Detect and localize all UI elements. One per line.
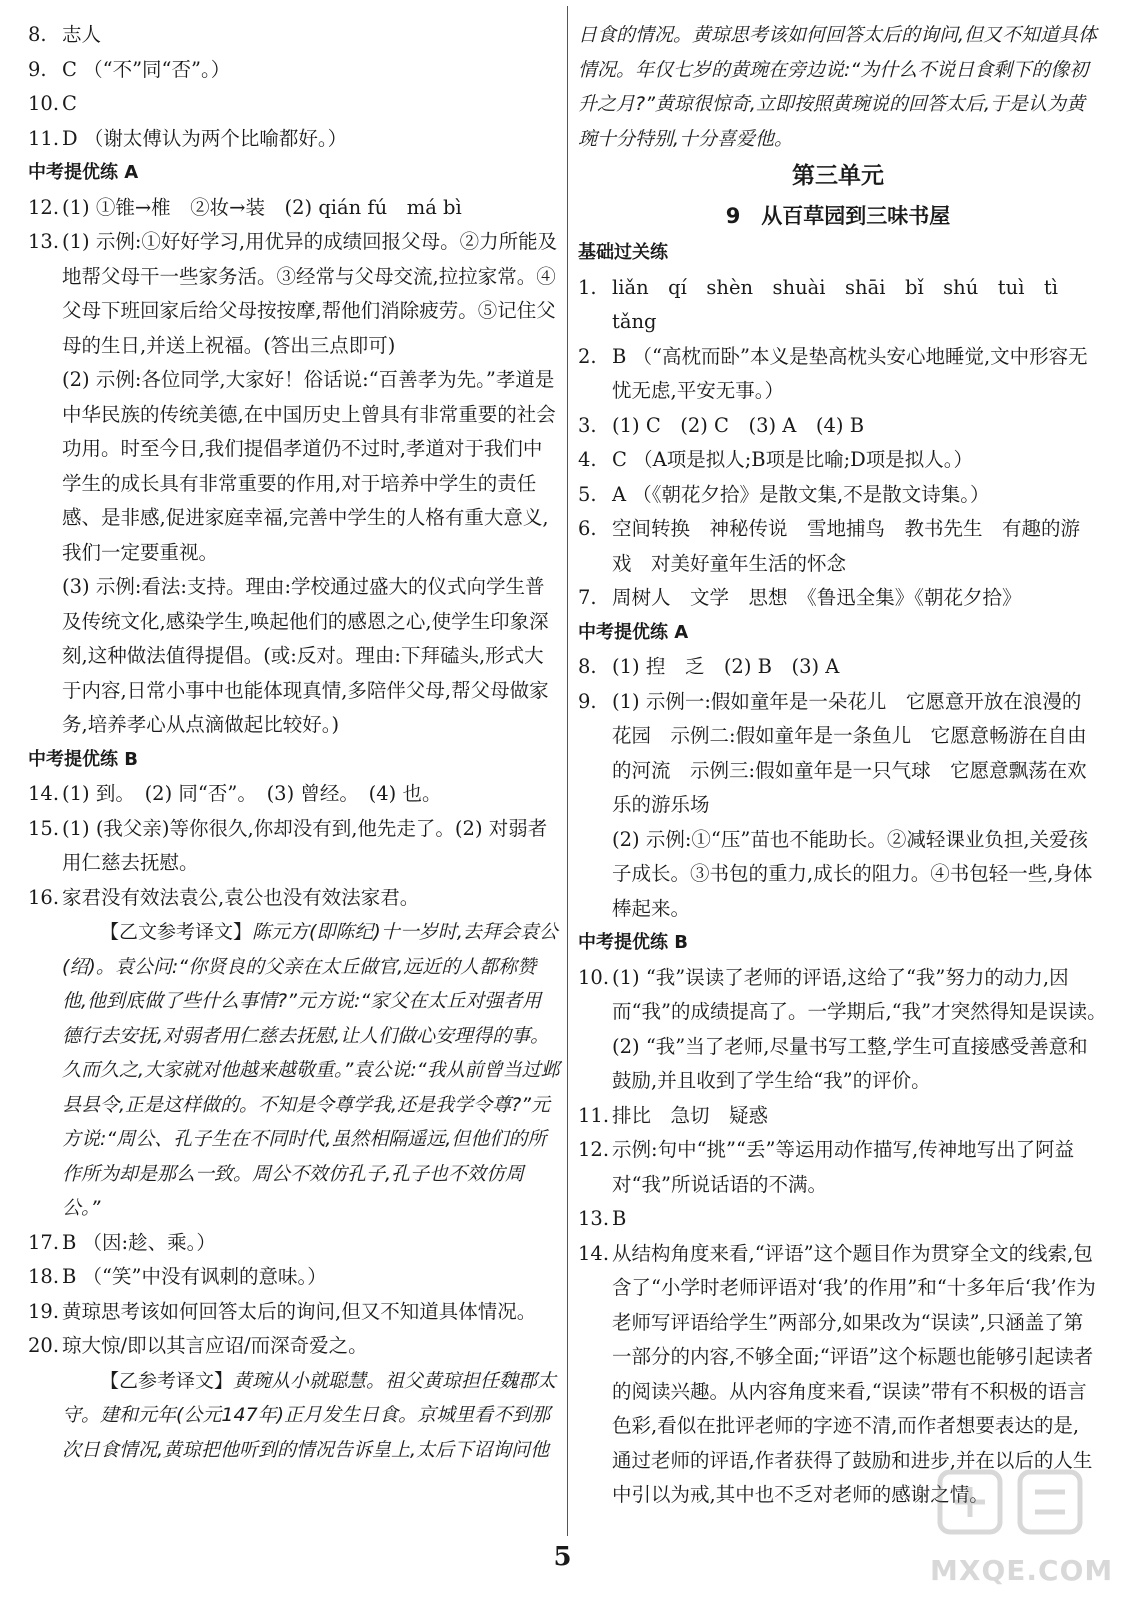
answer-item: 10. C xyxy=(28,92,77,115)
right-column xyxy=(578,18,1117,1513)
reference-translation: 【乙参考译文】黄琬从小就聪慧。祖父黄琼担任魏郡太守。建和元年(公元147年)正月发生日食。京城里看不到那次日食情况,黄琼把他听到的情况告诉皇上,太后下诏询问他 xyxy=(62,1369,557,1461)
answer-item: 2. B （“高枕而卧”本义是垫高枕头安心地睡觉,文中形容无忧无虑,平安无事。） xyxy=(578,344,1088,402)
watermark-text: MXQE.COM xyxy=(930,1554,1114,1587)
answer-item: 9. (1) 示例一:假如童年是一朵花儿 它愿意开放在浪漫的花园 示例二:假如童年是一条鱼儿 它愿意畅游在自由的河流 示例三:假如童年是一只气球 它愿意飘荡在欢乐的游乐场 xyxy=(578,689,1087,816)
left-column xyxy=(28,18,560,1467)
answer-item: 19. 黄琼思考该如何回答太后的询问,但又不知道具体情况。 xyxy=(28,1299,537,1323)
answer-item: 13. (1) 示例:①好好学习,用优异的成绩回报父母。②力所能及地帮父母干一些家务活。③经常与父母交流,拉拉家常。④父母下班回家后给父母按按摩,帮他们消除疲劳。⑤记住父母的生日,并送上祝福。(答出三点即可) xyxy=(28,230,558,357)
answer-item: 5. A （《朝花夕拾》是散文集,不是散文诗集。） xyxy=(578,482,990,506)
answer-item: 13. B xyxy=(578,1207,627,1230)
answer-item: 12. (1) ①锥→椎 ②妆→装 (2) qián fú má bì xyxy=(28,195,462,219)
answer-item: 11. 排比 急切 疑惑 xyxy=(578,1103,769,1127)
answer-item: 1. liǎn qí shèn shuài shāi bǐ shú tuì tì tǎng xyxy=(578,275,1059,333)
answer-item: 3. (1) C (2) C (3) A (4) B xyxy=(578,413,865,437)
answer-subpart: (2) 示例:各位同学,大家好！俗话说:“百善孝为先。”孝道是中华民族的传统美德,在中国历史上曾具有非常重要的社会功用。时至今日,我们提倡孝道仍不过时,孝道对于我们中学生的成长具有非常重要的作用,对于培养中学生的责任感、是非感,促进家庭幸福,完善中学生的人格有重大意义,我们一定要重视。 xyxy=(62,368,556,564)
reference-translation: 【乙文参考译文】陈元方(即陈纪)十一岁时,去拜会袁公(绍)。袁公问:“你贤良的父亲在太丘做官,远近的人都称赞他,他到底做了些什么事情?”元方说:“家父在太丘对强者用德行去安抚,对弱者用仁慈去抚慰,让人们做心安理得的事。久而久之,大家就对他越来越敬重。”袁公说:“我从前曾当过邺县县令,正是这样做的。不知是令尊学我,还是我学令尊?”元方说:“周公、孔子生在不同时代,虽然相隔遥远,但他们的所作所为却是那么一致。周公不效仿孔子,孔子也不效仿周公。” xyxy=(62,921,560,1219)
answer-item: 9. C （“不”同“否”。） xyxy=(28,57,231,81)
answer-item: 7. 周树人 文学 思想 《鲁迅全集》《朝花夕拾》 xyxy=(578,586,1022,609)
reference-translation-continued: 日食的情况。黄琼思考该如何回答太后的询问,但又不知道具体情况。年仅七岁的黄琬在旁边说:“为什么不说日食剩下的像初升之月?”黄琼很惊奇,立即按照黄琬说的回答太后,于是认为黄琬十分特别,十分喜爱他。 xyxy=(578,24,1098,150)
lesson-title: 9 从百草园到三味书屋 xyxy=(725,204,951,228)
answer-item: 4. C （A项是拟人;B项是比喻;D项是拟人。） xyxy=(578,448,974,471)
answer-item: 10. (1) “我”误读了老师的评语,这给了“我”努力的动力,因而“我”的成绩提高了。一学期后,“我”才突然得知是误读。 (2) “我”当了老师,尽量书写工整,学生可直接感受善意和鼓励,并且收到了学生给“我”的评价。 xyxy=(578,965,1117,1092)
answer-item: 18. B （“笑”中没有讽刺的意味。） xyxy=(28,1265,327,1288)
answer-subpart: (3) 示例:看法:支持。理由:学校通过盛大的仪式向学生普及传统文化,感染学生,唤起他们的感恩之心,使学生印象深刻,这种做法值得提倡。(或:反对。理由:下拜磕头,形式大于内容,日常小事中也能体现真情,多陪伴父母,帮父母做家务,培养孝心从点滴做起比较好。) xyxy=(62,575,549,736)
watermark xyxy=(930,1462,1114,1587)
answer-item: 12. 示例:句中“挑”“丢”等运用动作描写,传神地写出了阿益对“我”所说话语的不满。 xyxy=(578,1138,1075,1196)
answer-item: 8. 志人 xyxy=(28,23,102,46)
answer-item: 11. D （谢太傅认为两个比喻都好。） xyxy=(28,126,348,150)
answer-item: 14. 从结构角度来看,“评语”这个题目作为贯穿全文的线索,包含了“小学时老师评语对‘我’的作用”和“十多年后‘我’作为老师写评语给学生”两部分,如果改为“误读”,只涵盖了第一部分的内容,不够全面;“评语”这个标题也能够引起读者的阅读兴趣。从内容角度来看,“误读”带有不积极的语言色彩,看似在批评老师的字迹不清,而作者想要表达的是,通过老师的评语,作者获得了鼓励和进步,并在以后的人生中引以为戒,其中也不乏对老师的感谢之情。 xyxy=(578,1241,1096,1506)
answer-item: 6. 空间转换 神秘传说 雪地捕鸟 教书先生 有趣的游戏 对美好童年生活的怀念 xyxy=(578,517,1081,575)
unit-title: 第三单元 xyxy=(792,163,884,189)
answer-item: 14. (1) 到。 (2) 同“否”。 (3) 曾经。 (4) 也。 xyxy=(28,782,442,805)
answer-item: 20. 琼大惊/即以其言应诏/而深奇爱之。 xyxy=(28,1334,368,1357)
section-heading: 中考提优练 A xyxy=(28,162,139,183)
section-heading: 中考提优练 B xyxy=(28,748,138,770)
column-divider xyxy=(567,6,568,1536)
answer-logo-icon xyxy=(930,1462,1100,1552)
section-heading: 基础过关练 xyxy=(578,242,668,263)
section-heading: 中考提优练 A xyxy=(578,621,689,643)
answer-item: 15. (1) (我父亲)等你很久,你却没有到,他先走了。(2) 对弱者用仁慈去抚慰。 xyxy=(28,816,548,874)
answer-item: 16. 家君没有效法袁公,袁公也没有效法家君。 xyxy=(28,885,420,909)
answer-item: 17. B （因:趁、乘。） xyxy=(28,1230,216,1254)
answer-item: 8. (1) 揑 乏 (2) B (3) A xyxy=(578,655,840,678)
page-number: 5 xyxy=(553,1542,572,1572)
section-heading: 中考提优练 B xyxy=(578,932,688,953)
answer-subpart: (2) 示例:①“压”苗也不能助长。②减轻课业负担,关爱孩子成长。③书包的重力,成长的阻力。④书包轻一些,身体棒起来。 xyxy=(612,827,1093,920)
